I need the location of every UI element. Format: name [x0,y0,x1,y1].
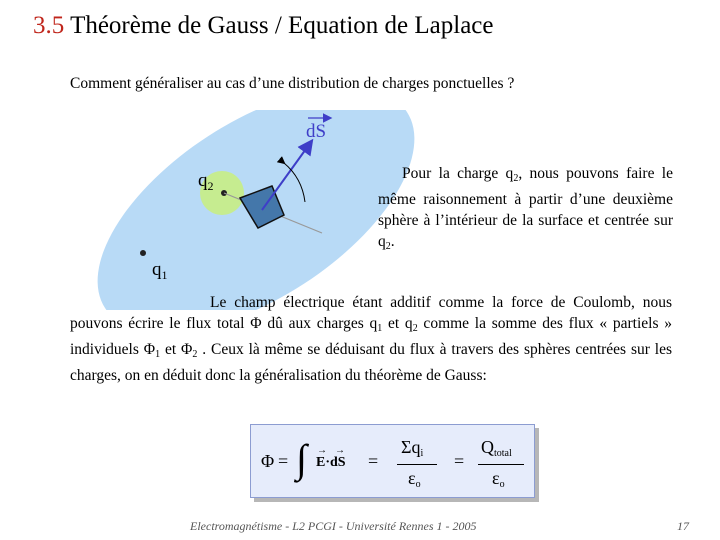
title-text: Théorème de Gauss / Equation de Laplace [70,12,494,39]
ds-vector-arrow-icon: → [335,445,345,456]
page-number: 17 [677,519,689,533]
formula-eps2-denominator: $\varepsilon_o$ [492,468,505,490]
formula-equals-2: = [368,451,379,471]
formula-integral: ∫ [296,436,307,481]
formula-eps-denominator: $\varepsilon_o$ [408,468,421,490]
formula-e-field: E·dS [316,455,346,470]
formula-fraction-bar-1 [397,464,437,465]
footer-text: Electromagnétisme - L2 PCGI - Université Rennes 1 - 2005 [190,519,477,533]
e-vector-arrow-icon: → [317,445,327,456]
formula-equals-1: = [278,451,289,471]
gauss-formula-box [250,424,535,498]
main-paragraph: Le champ électrique étant additif comme la force de Coulomb, nous pouvons écrire le flux total Φ dû aux charges $q_1$ et $q_2$ comme la somme des flux « partiels » individuels $\Phi_1$ et $\Phi_2$ . Ceux là même se déduisant du flux à travers des sphères centrées sur les charges, on en déduit donc la généralisation du théorème de Gauss: [70,294,673,384]
title-number: 3.5 [33,12,65,39]
slide-title [33,12,494,40]
q1-label: $q_1$ [152,259,168,282]
ds-label: dS [306,121,327,142]
charge-q1-dot [140,250,146,256]
formula-qtotal-numerator: $Q_{total}$ [481,437,512,459]
q2-label: $q_2$ [198,170,214,193]
formula-sum-numerator: $\Sigma q_i$ [401,437,424,459]
formula-fraction-bar-2 [478,464,524,465]
formula-equals-3: = [454,451,465,471]
question-text: Comment généraliser au cas d’une distribution de charges ponctuelles ? [70,75,515,92]
formula-phi: Φ [261,451,275,471]
charge-paragraph: Pour la charge $q_2$, nous pouvons faire le même raisonnement à partir d’une deuxième sphère à l’intérieur de la surface et centrée sur $q_2$. [378,165,673,252]
